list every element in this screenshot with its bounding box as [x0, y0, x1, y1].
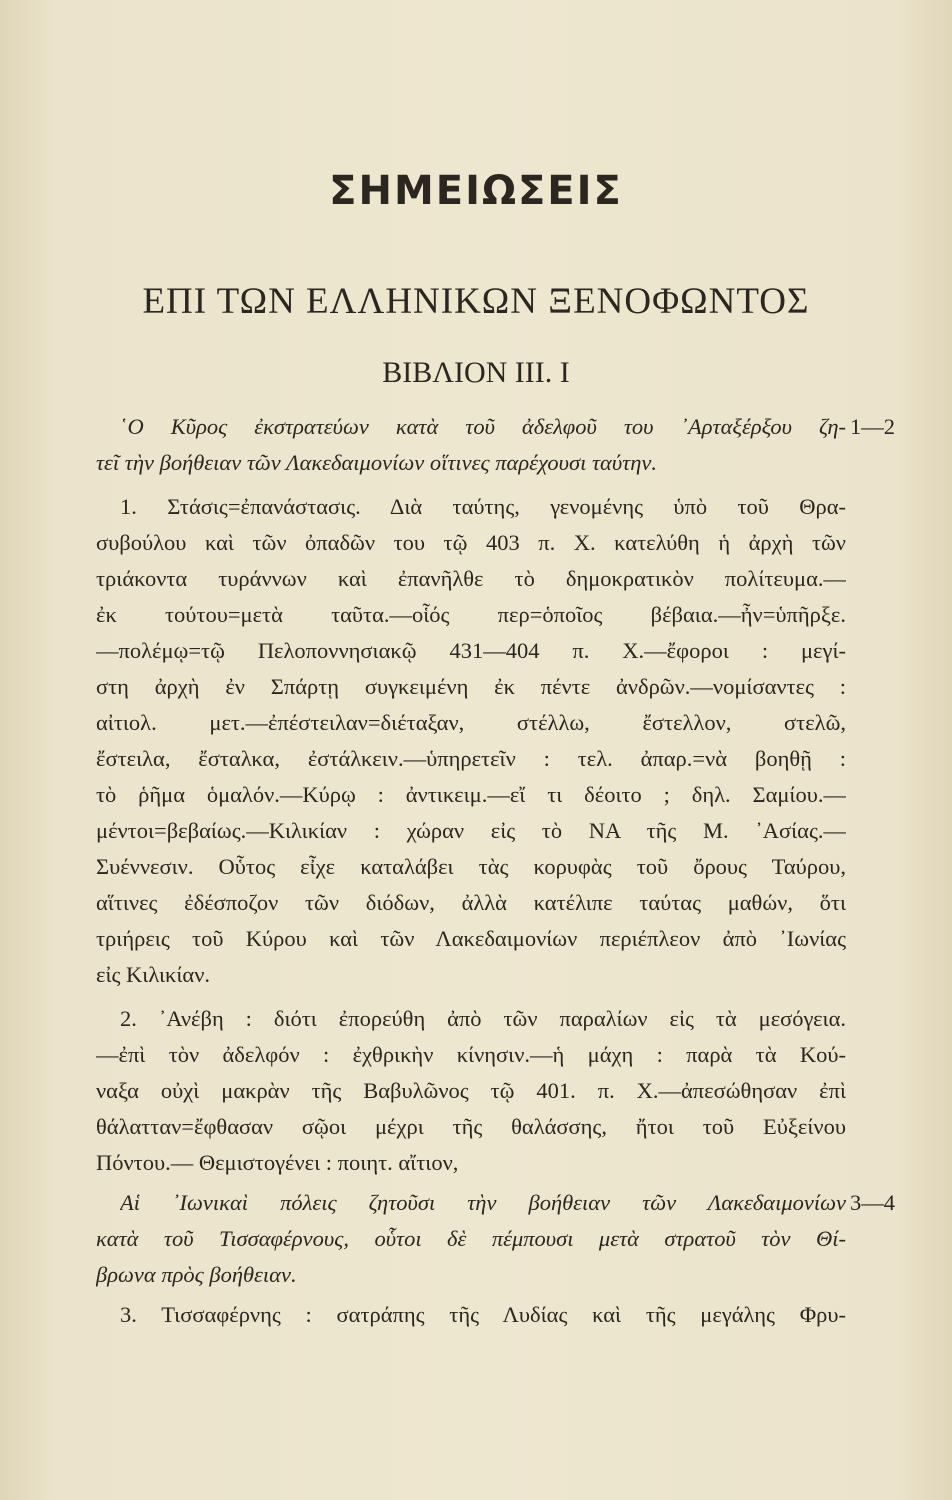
book-title: ΕΠΙ ΤΩΝ ΕΛΛΗΝΙΚΩΝ ΞΕΝΟΦΩΝΤΟΣ — [142, 281, 810, 322]
text-line: στη ἀρχὴ ἐν Σπάρτῃ συγκειμένη ἐκ πέντε ἀνδρῶν.—νομίσαντες : — [96, 674, 846, 699]
text-line: —ἐπὶ τὸν ἀδελφόν : ἐχθρικὴν κίνησιν.—ἡ μάχη : παρὰ τὰ Κού- — [96, 1042, 846, 1067]
text-line: —πολέμῳ=τῷ Πελοποννησιακῷ 431—404 π. Χ.—ἔφοροι : μεγί- — [96, 638, 846, 663]
margin-section-ref: 3—4 — [850, 1190, 895, 1215]
text-line: 1. Στάσις=ἐπανάστασις. Διὰ ταύτης, γενομένης ὑπὸ τοῦ Θρα- — [120, 494, 846, 519]
text-line: κατὰ τοῦ Τισσαφέρνους, οὗτοι δὲ πέμπουσι μετὰ στρατοῦ τὸν Θί- — [96, 1226, 846, 1251]
text-line: 2. ᾿Ανέβη : διότι ἐπορεύθη ἀπὸ τῶν παραλίων εἰς τὰ μεσόγεια. — [120, 1006, 846, 1031]
text-line: Πόντου.— Θεμιστογένει : ποιητ. αἴτιον, — [96, 1150, 459, 1175]
text-line: αἵτινες ἐδέσποζον τῶν διόδων, ἀλλὰ κατέλιπε ταύτας μαθών, ὅτι — [96, 890, 846, 915]
text-line: αἰτιολ. μετ.—ἐπέστειλαν=διέταξαν, στέλλω, ἔστελλον, στελῶ, — [96, 710, 846, 735]
text-line: ῾Ο Κῦρος ἐκστρατεύων κατὰ τοῦ ἀδελφοῦ του ᾿Αρταξέρξου ζη- — [120, 414, 846, 439]
book-subtitle: ΒΙΒΛΙΟΝ III. I — [382, 356, 570, 389]
text-line: Αἱ ᾿Ιωνικαὶ πόλεις ζητοῦσι τὴν βοήθειαν τῶν Λακεδαιμονίων — [120, 1190, 846, 1215]
text-line: θάλατταν=ἔφθασαν σῷοι μέχρι τῆς θαλάσσης, ἤτοι τοῦ Εὐξείνου — [96, 1114, 846, 1139]
text-line: τὸ ῥῆμα ὁμαλόν.—Κύρῳ : ἀντικειμ.—εἴ τι δέοιτο ; δηλ. Σαμίου.— — [96, 782, 846, 807]
text-line: ἐκ τούτου=μετὰ ταῦτα.—οἷός περ=ὁποῖος βέβαια.—ἦν=ὑπῆρξε. — [96, 602, 846, 627]
text-line: μέντοι=βεβαίως.—Κιλικίαν : χώραν εἰς τὸ ΝΑ τῆς Μ. ᾿Ασίας.— — [96, 818, 846, 843]
text-line: τεῖ τὴν βοήθειαν τῶν Λακεδαιμονίων οἵτινες παρέχουσι ταύτην. — [96, 450, 657, 475]
text-line: εἰς Κιλικίαν. — [96, 962, 211, 987]
text-line: βρωνα πρὸς βοήθειαν. — [96, 1262, 297, 1287]
text-line: συβούλου καὶ τῶν ὀπαδῶν του τῷ 403 π. Χ. κατελύθη ἡ ἀρχὴ τῶν — [96, 530, 846, 555]
text-line: τριήρεις τοῦ Κύρου καὶ τῶν Λακεδαιμονίων περιέπλεον ἀπὸ ᾿Ιωνίας — [96, 926, 846, 951]
text-line: ναξα οὐχὶ μακρὰν τῆς Βαβυλῶνος τῷ 401. π. Χ.—ἀπεσώθησαν ἐπὶ — [96, 1078, 846, 1103]
text-line: 3. Τισσαφέρνης : σατράπης τῆς Λυδίας καὶ τῆς μεγάλης Φρυ- — [120, 1302, 846, 1327]
page-heading: ΣΗΜΕΙΩΣΕΙΣ — [329, 168, 623, 214]
text-line: τριάκοντα τυράννων καὶ ἐπανῆλθε τὸ δημοκρατικὸν πολίτευμα.— — [96, 566, 846, 591]
margin-section-ref: 1—2 — [850, 414, 895, 439]
text-line: ἔστειλα, ἔσταλκα, ἐστάλκειν.—ὑπηρετεῖν : τελ. ἀπαρ.=νὰ βοηθῇ : — [96, 746, 846, 771]
text-line: Συέννεσιν. Οὗτος εἶχε καταλάβει τὰς κορυφὰς τοῦ ὄρους Ταύρου, — [96, 854, 846, 879]
